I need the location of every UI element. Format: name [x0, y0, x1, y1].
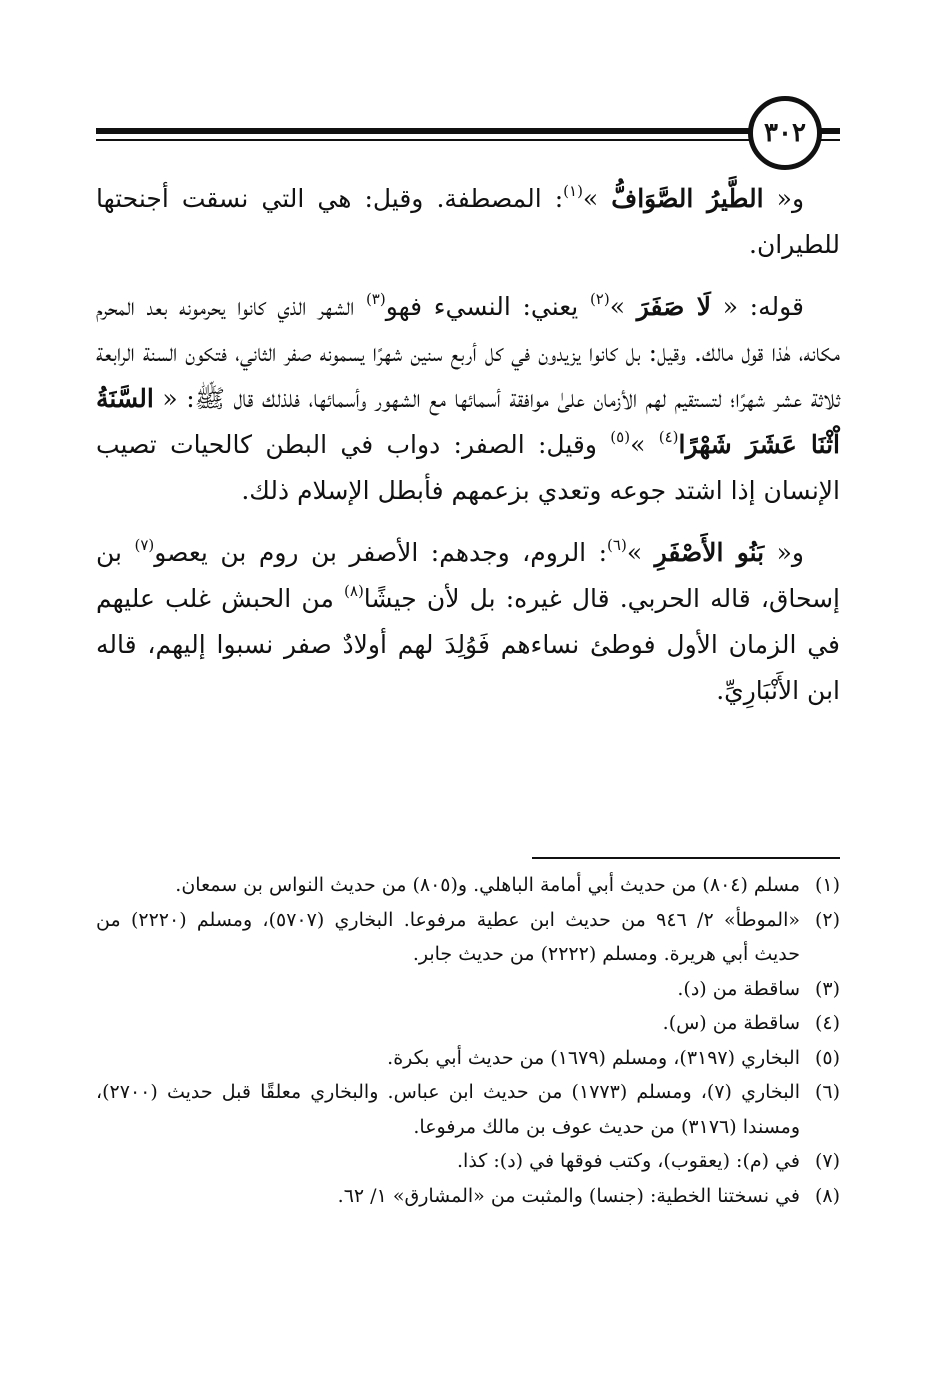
p2-quote: لَا صَفَرَ: [636, 292, 712, 321]
footnote-1: [96, 868, 840, 903]
footnote-number: (٦): [814, 1081, 840, 1103]
header-rule-thick: [96, 128, 768, 134]
footnote-2: [96, 903, 840, 972]
p2-quote2-close: »: [630, 430, 659, 459]
p2-text-2: الشهر الذي كانوا يحرمونه بعد المحرم مكانه، هٰذا قول مالك. وقيل: بل كانوا يزيدون في كل أربع سنين شهرًا يسمونه صفر الثاني، فتكون السنة الرابعة ثلاثة عشر شهرًا؛ لتستقيم لهم الأزمان علىٰ موافقة أسمائها مع الشهور وأسمائها، فلذلك قال ﷺ:: [96, 292, 841, 413]
p3-text-2: بن إسحاق، قاله الحربي. قال غيره: بل لأن جيشًا: [96, 538, 840, 613]
footnote-text: البخاري (٣١٩٧)، ومسلم (١٦٧٩) من حديث أبي بكرة.: [387, 1046, 800, 1069]
p1-quote-close: »: [582, 184, 612, 213]
footnote-3: [96, 972, 840, 1007]
footnote-text: في نسختنا الخطية: (جنسا) والمثبت من «المشارق» ١/ ٦٢.: [337, 1184, 800, 1207]
page-number: [748, 96, 822, 170]
p1-text: : المصطفة. وقيل: هي التي نسقت أجنحتها للطيران.: [96, 184, 840, 259]
paragraph-2: [96, 284, 840, 514]
p1-lead: و: [791, 184, 805, 213]
p2-quote-open: «: [711, 292, 739, 321]
p1-quote: الطَّيرُ الصَّوَافُّ: [611, 184, 764, 213]
p2-quote-close: »: [609, 292, 637, 321]
p2-lead: قوله:: [738, 292, 804, 321]
p3-quote-close: »: [626, 538, 655, 567]
p3-note-ref-2: (٧): [134, 535, 155, 554]
p2-note-ref-4: (٥): [610, 427, 631, 446]
footnote-5: [96, 1041, 840, 1076]
footnote-separator: [532, 857, 840, 859]
main-text: [96, 176, 840, 730]
p3-lead: و: [791, 538, 804, 567]
footnote-number: (٧): [814, 1150, 840, 1172]
p3-quote: بَنُو الأَصْفَرِ: [654, 538, 765, 567]
p2-note-ref: (٢): [589, 289, 610, 308]
footnote-8: [96, 1179, 840, 1214]
p2-text-3: وقيل: الصفر: دواب في البطن كالحيات تصيب الإنسان إذا اشتد جوعه وتعدي بزعمهم فأبطل الإسلام ذلك.: [96, 430, 840, 505]
p1-quote-open: «: [763, 184, 792, 213]
paragraph-3: [96, 530, 840, 714]
footnote-number: (٨): [814, 1184, 840, 1207]
footnote-number: (٥): [814, 1046, 840, 1069]
footnote-number: (٣): [814, 977, 840, 1000]
footnote-text: ساقطة من (س).: [662, 1012, 800, 1034]
p2-quote-2: السَّنَةُ اْثْنَا عَشَرَ شَهْرًا: [96, 384, 840, 459]
paragraph-1: [96, 176, 840, 268]
page-number-text: ٣٠٢: [764, 118, 806, 148]
footnote-text: البخاري (٧)، ومسلم (١٧٧٣) من حديث ابن عباس. والبخاري معلقًا قبل حديث (٢٧٠٠)، ومسندا (٣١٧٦) من حديث عوف بن مالك مرفوعا.: [96, 1081, 800, 1138]
p3-quote-open: «: [764, 538, 792, 567]
footnote-text: مسلم (٨٠٤) من حديث أبي أمامة الباهلي. و(٨٠٥) من حديث النواس بن سمعان.: [175, 874, 800, 896]
p3-note-ref-3: (٨): [344, 581, 364, 600]
p2-note-ref-3: (٤): [658, 427, 679, 446]
p3-text: : الروم، وجدهم: الأصفر بن روم بن يعصو: [154, 538, 608, 567]
p3-text-3: من الحبش غلب عليهم في الزمان الأول فوطئ نساءهم فَوُلِدَ لهم أولادٌ صفر نسبوا إليهم، قاله ابن الأَنْبَارِيِّ.: [96, 584, 840, 705]
footnote-text: ساقطة من (د).: [677, 977, 800, 1000]
footnote-text: في (م): (يعقوب)، وكتب فوقها في (د): كذا.: [457, 1150, 800, 1172]
footnote-number: (٢): [814, 908, 840, 931]
footnote-4: [96, 1006, 840, 1041]
footnote-number: (١): [814, 874, 840, 896]
footnotes: [96, 868, 840, 1213]
footnote-7: [96, 1144, 840, 1179]
p1-note-ref: (١): [563, 181, 583, 200]
footnote-number: (٤): [814, 1012, 840, 1034]
p2-text: يعني: النسيء فهو: [385, 292, 590, 321]
header-rule-thin: [96, 139, 768, 141]
p2-note-ref-2: (٣): [365, 289, 386, 308]
footnote-6: [96, 1075, 840, 1144]
p3-note-ref: (٦): [607, 535, 627, 554]
footnote-text: «الموطأ» ٢/ ٩٤٦ من حديث ابن عطية مرفوعا. البخاري (٥٧٠٧)، ومسلم (٢٢٢٠) من حديث أبي هريرة. ومسلم (٢٢٢٢) من حديث جابر.: [96, 908, 800, 965]
p2-quote2-open: «: [153, 384, 178, 413]
